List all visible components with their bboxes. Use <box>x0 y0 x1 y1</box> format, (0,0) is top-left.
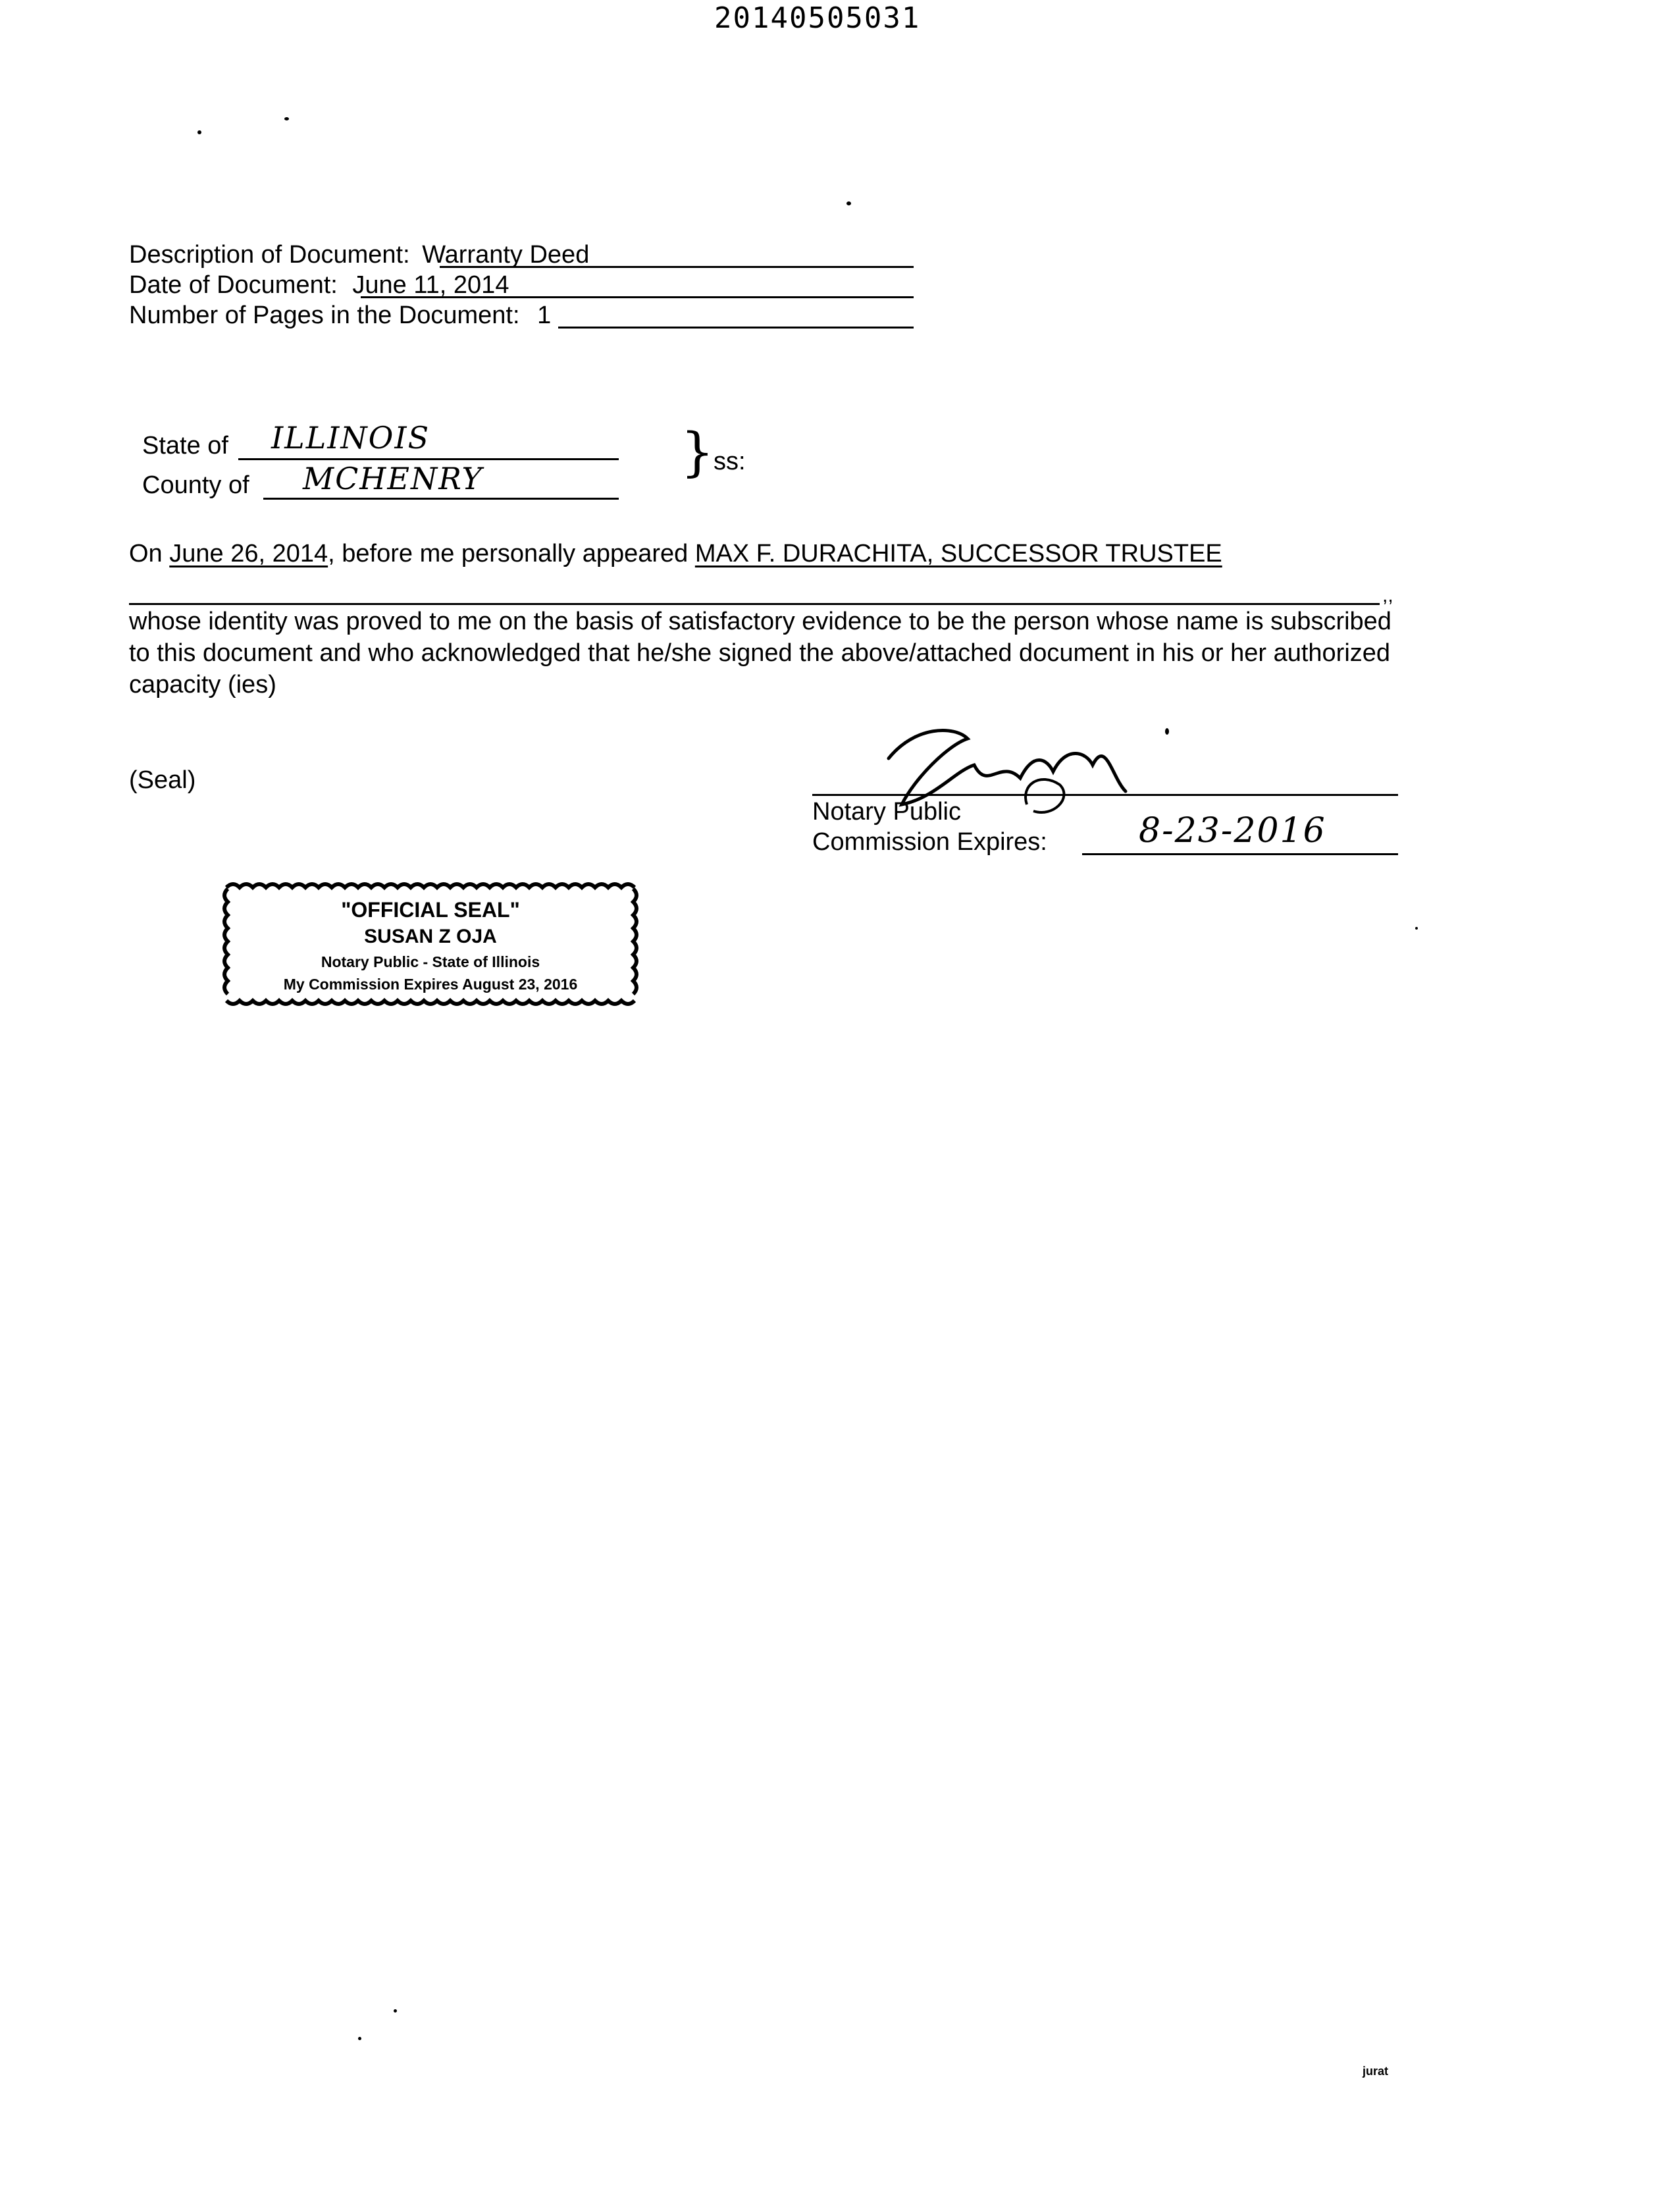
seal-name: SUSAN Z OJA <box>364 926 497 947</box>
scan-speck <box>197 130 201 134</box>
pages-label: Number of Pages in the Document: <box>129 302 520 329</box>
scan-speck <box>394 2009 397 2013</box>
state-label: State of <box>142 432 228 460</box>
ss-label: ss: <box>714 448 746 475</box>
date-value: June 11, 2014 <box>352 271 509 299</box>
ack-continuation-line <box>129 603 1380 605</box>
county-value: MCHENRY <box>303 461 483 496</box>
description-value: Warranty Deed <box>422 241 590 269</box>
scan-speck <box>846 201 851 205</box>
commission-expires-value: 8-23-2016 <box>1139 811 1326 851</box>
notary-public-label: Notary Public <box>812 798 961 826</box>
seal-line1: Notary Public - State of Illinois <box>321 953 540 970</box>
scan-speck <box>358 2037 361 2040</box>
state-value: ILLINOIS <box>271 420 430 456</box>
ack-date-value: June 26, 2014 <box>169 540 328 567</box>
date-underline <box>361 296 914 298</box>
footer-mark: jurat <box>1363 2065 1389 2078</box>
signature-line <box>812 794 1398 796</box>
appeared-text: , before me personally appeared <box>328 540 689 567</box>
description-row <box>129 241 589 269</box>
county-underline <box>263 498 619 500</box>
pages-value: 1 <box>537 302 552 329</box>
seal-line2: My Commission Expires August 23, 2016 <box>283 976 578 993</box>
closing-quote: ,, <box>1382 585 1393 606</box>
county-label: County of <box>142 471 249 499</box>
date-label: Date of Document: <box>129 271 338 299</box>
official-seal-stamp <box>220 880 641 1009</box>
acknowledgment-body: whose identity was proved to me on the basis of satisfactory evidence to be the person whose name is subscribed to this document and who acknowledged that he/she signed the above/attached document in his or her authorized capacity (ies) <box>129 608 1391 698</box>
description-label: Description of Document: <box>129 241 410 269</box>
appeared-person: MAX F. DURACHITA, SUCCESSOR TRUSTEE <box>694 540 1222 567</box>
seal-label: (Seal) <box>129 766 196 794</box>
date-row <box>129 271 509 300</box>
scan-speck <box>1415 927 1418 930</box>
state-underline <box>238 458 619 460</box>
seal-heading: "OFFICIAL SEAL" <box>341 898 520 922</box>
document-number: 20140505031 <box>714 1 921 35</box>
pages-underline <box>558 327 914 329</box>
commission-expires-label: Commission Expires: <box>812 828 1047 856</box>
description-underline <box>440 266 914 268</box>
acknowledgment-line <box>129 540 1222 568</box>
scan-speck <box>284 117 289 120</box>
commission-underline <box>1082 853 1398 855</box>
pages-row <box>129 302 551 330</box>
scan-speck <box>1165 728 1169 735</box>
on-label: On <box>129 540 163 567</box>
venue-brace: } <box>681 421 714 483</box>
